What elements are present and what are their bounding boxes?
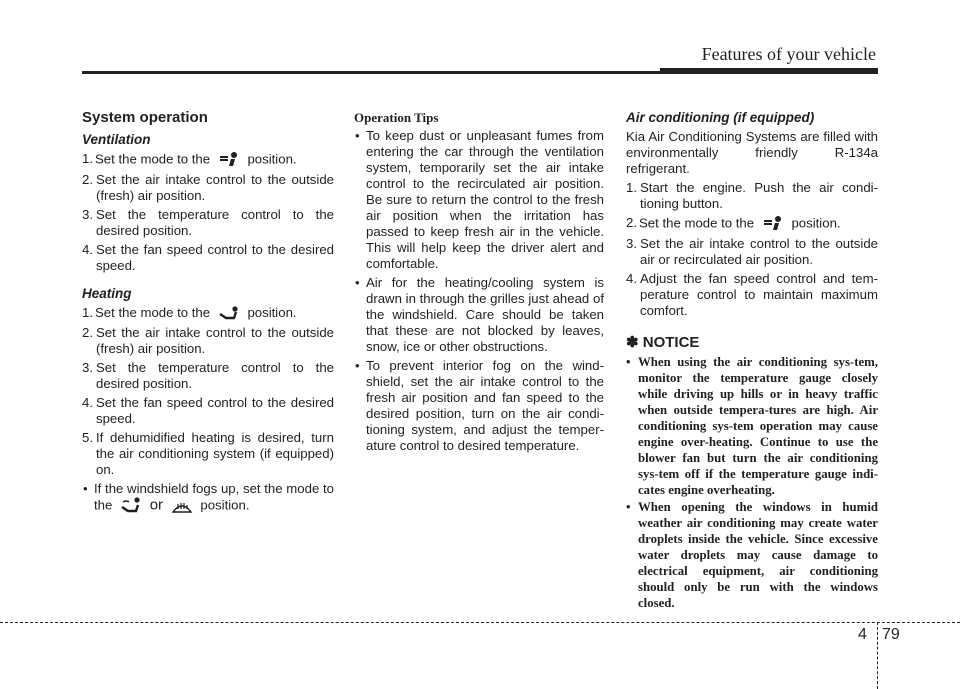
list-item: • If the windshield fogs up, set the mode to the or position.	[82, 481, 334, 515]
heating-steps	[82, 305, 334, 478]
list-item: • When using the air conditioning sys-tem, monitor the temperature gauge closely while driving up hills or in heavy traffic when outside tempera-tures are high. Air conditioning sys-tem operation may cause engine over-heating. Continue to use the blower fan but turn the air conditioning sys-tem off if the temperature gauge indi-cates engine overheating.	[626, 354, 878, 498]
tips-heading: Operation Tips	[354, 110, 439, 125]
section-heading: System operation	[82, 109, 208, 126]
heating-bullets	[82, 481, 334, 515]
column-air-conditioning	[626, 110, 878, 612]
list-item: • To prevent interior fog on the wind-shield, set the air intake control to the fresh air position and fan speed to the desired position, turn on the air condi-tioning system, and adjust the temper-ature control to desired temperature.	[354, 358, 604, 454]
heating-heading: Heating	[82, 286, 132, 301]
list-item: 2. Set the air intake control to the outside (fresh) air position.	[82, 324, 334, 356]
footer-rule	[0, 622, 960, 623]
page-number: 79	[882, 626, 900, 643]
list-item: 1. Start the engine. Push the air condi-tioning button.	[626, 180, 878, 211]
column-operation-tips	[354, 110, 604, 457]
list-item: 4. Set the fan speed control to the desired speed.	[82, 242, 334, 273]
list-item: • To keep dust or unpleasant fumes from entering the car through the ventilation system, temporarily set the air intake control to the recirculated air position. Be sure to return the control to the fresh air position when the irritation has passed to keep fresh air in the vehicle. This will help keep the driver alert and comfortable.	[354, 128, 604, 272]
list-item: • Air for the heating/cooling system is drawn in through the grilles just ahead of the windshield. Care should be taken that these are not blocked by leaves, snow, ice or other obstructions.	[354, 275, 604, 355]
list-item: 4. Adjust the fan speed control and tem-perature control to maintain maximum comfort.	[626, 271, 878, 318]
header-rule-accent	[660, 68, 878, 74]
column-system-operation	[82, 110, 334, 518]
footer-divider	[877, 622, 878, 689]
ventilation-heading: Ventilation	[82, 132, 151, 147]
floor-defrost-mode-icon	[120, 497, 142, 515]
list-item: 3. Set the temperature control to the desired position.	[82, 359, 334, 391]
vent-face-mode-icon	[762, 215, 784, 233]
ac-heading: Air conditioning (if equipped)	[626, 110, 815, 125]
section-number: 4	[858, 626, 867, 643]
list-item: 1. Set the mode to the position.	[82, 305, 297, 320]
tips-list	[354, 128, 604, 454]
floor-mode-icon	[218, 306, 240, 322]
notice-heading: ✽ NOTICE	[626, 334, 700, 351]
list-item: 2. Set the mode to the position.	[626, 215, 878, 233]
vent-face-mode-icon	[218, 151, 240, 169]
list-item: 3. Set the temperature control to the desired position.	[82, 207, 334, 238]
notice-list	[626, 354, 878, 611]
ac-intro: Kia Air Conditioning Systems are filled with environmentally friendly R-134a refrigerant.	[626, 129, 878, 176]
list-item: 4. Set the fan speed control to the desired speed.	[82, 394, 334, 426]
list-item: 5. If dehumidified heating is desired, turn the air conditioning system (if equipped) on.	[82, 429, 334, 477]
list-item: • When opening the windows in humid weather air conditioning may create water droplets inside the vehicle. Since excessive water droplets may cause damage to electrical equipment, air conditioning should only be run with the windows closed.	[626, 499, 878, 611]
defrost-mode-icon	[171, 498, 193, 514]
ventilation-steps	[82, 151, 334, 274]
list-item: 3. Set the air intake control to the outside air or recirculated air position.	[626, 236, 878, 267]
list-item: 2. Set the air intake control to the outside (fresh) air position.	[82, 172, 334, 203]
header-title: Features of your vehicle	[701, 44, 876, 64]
ac-steps	[626, 180, 878, 319]
notice-symbol-icon: ✽	[626, 334, 639, 351]
list-item: 1. Set the mode to the position.	[82, 151, 334, 169]
